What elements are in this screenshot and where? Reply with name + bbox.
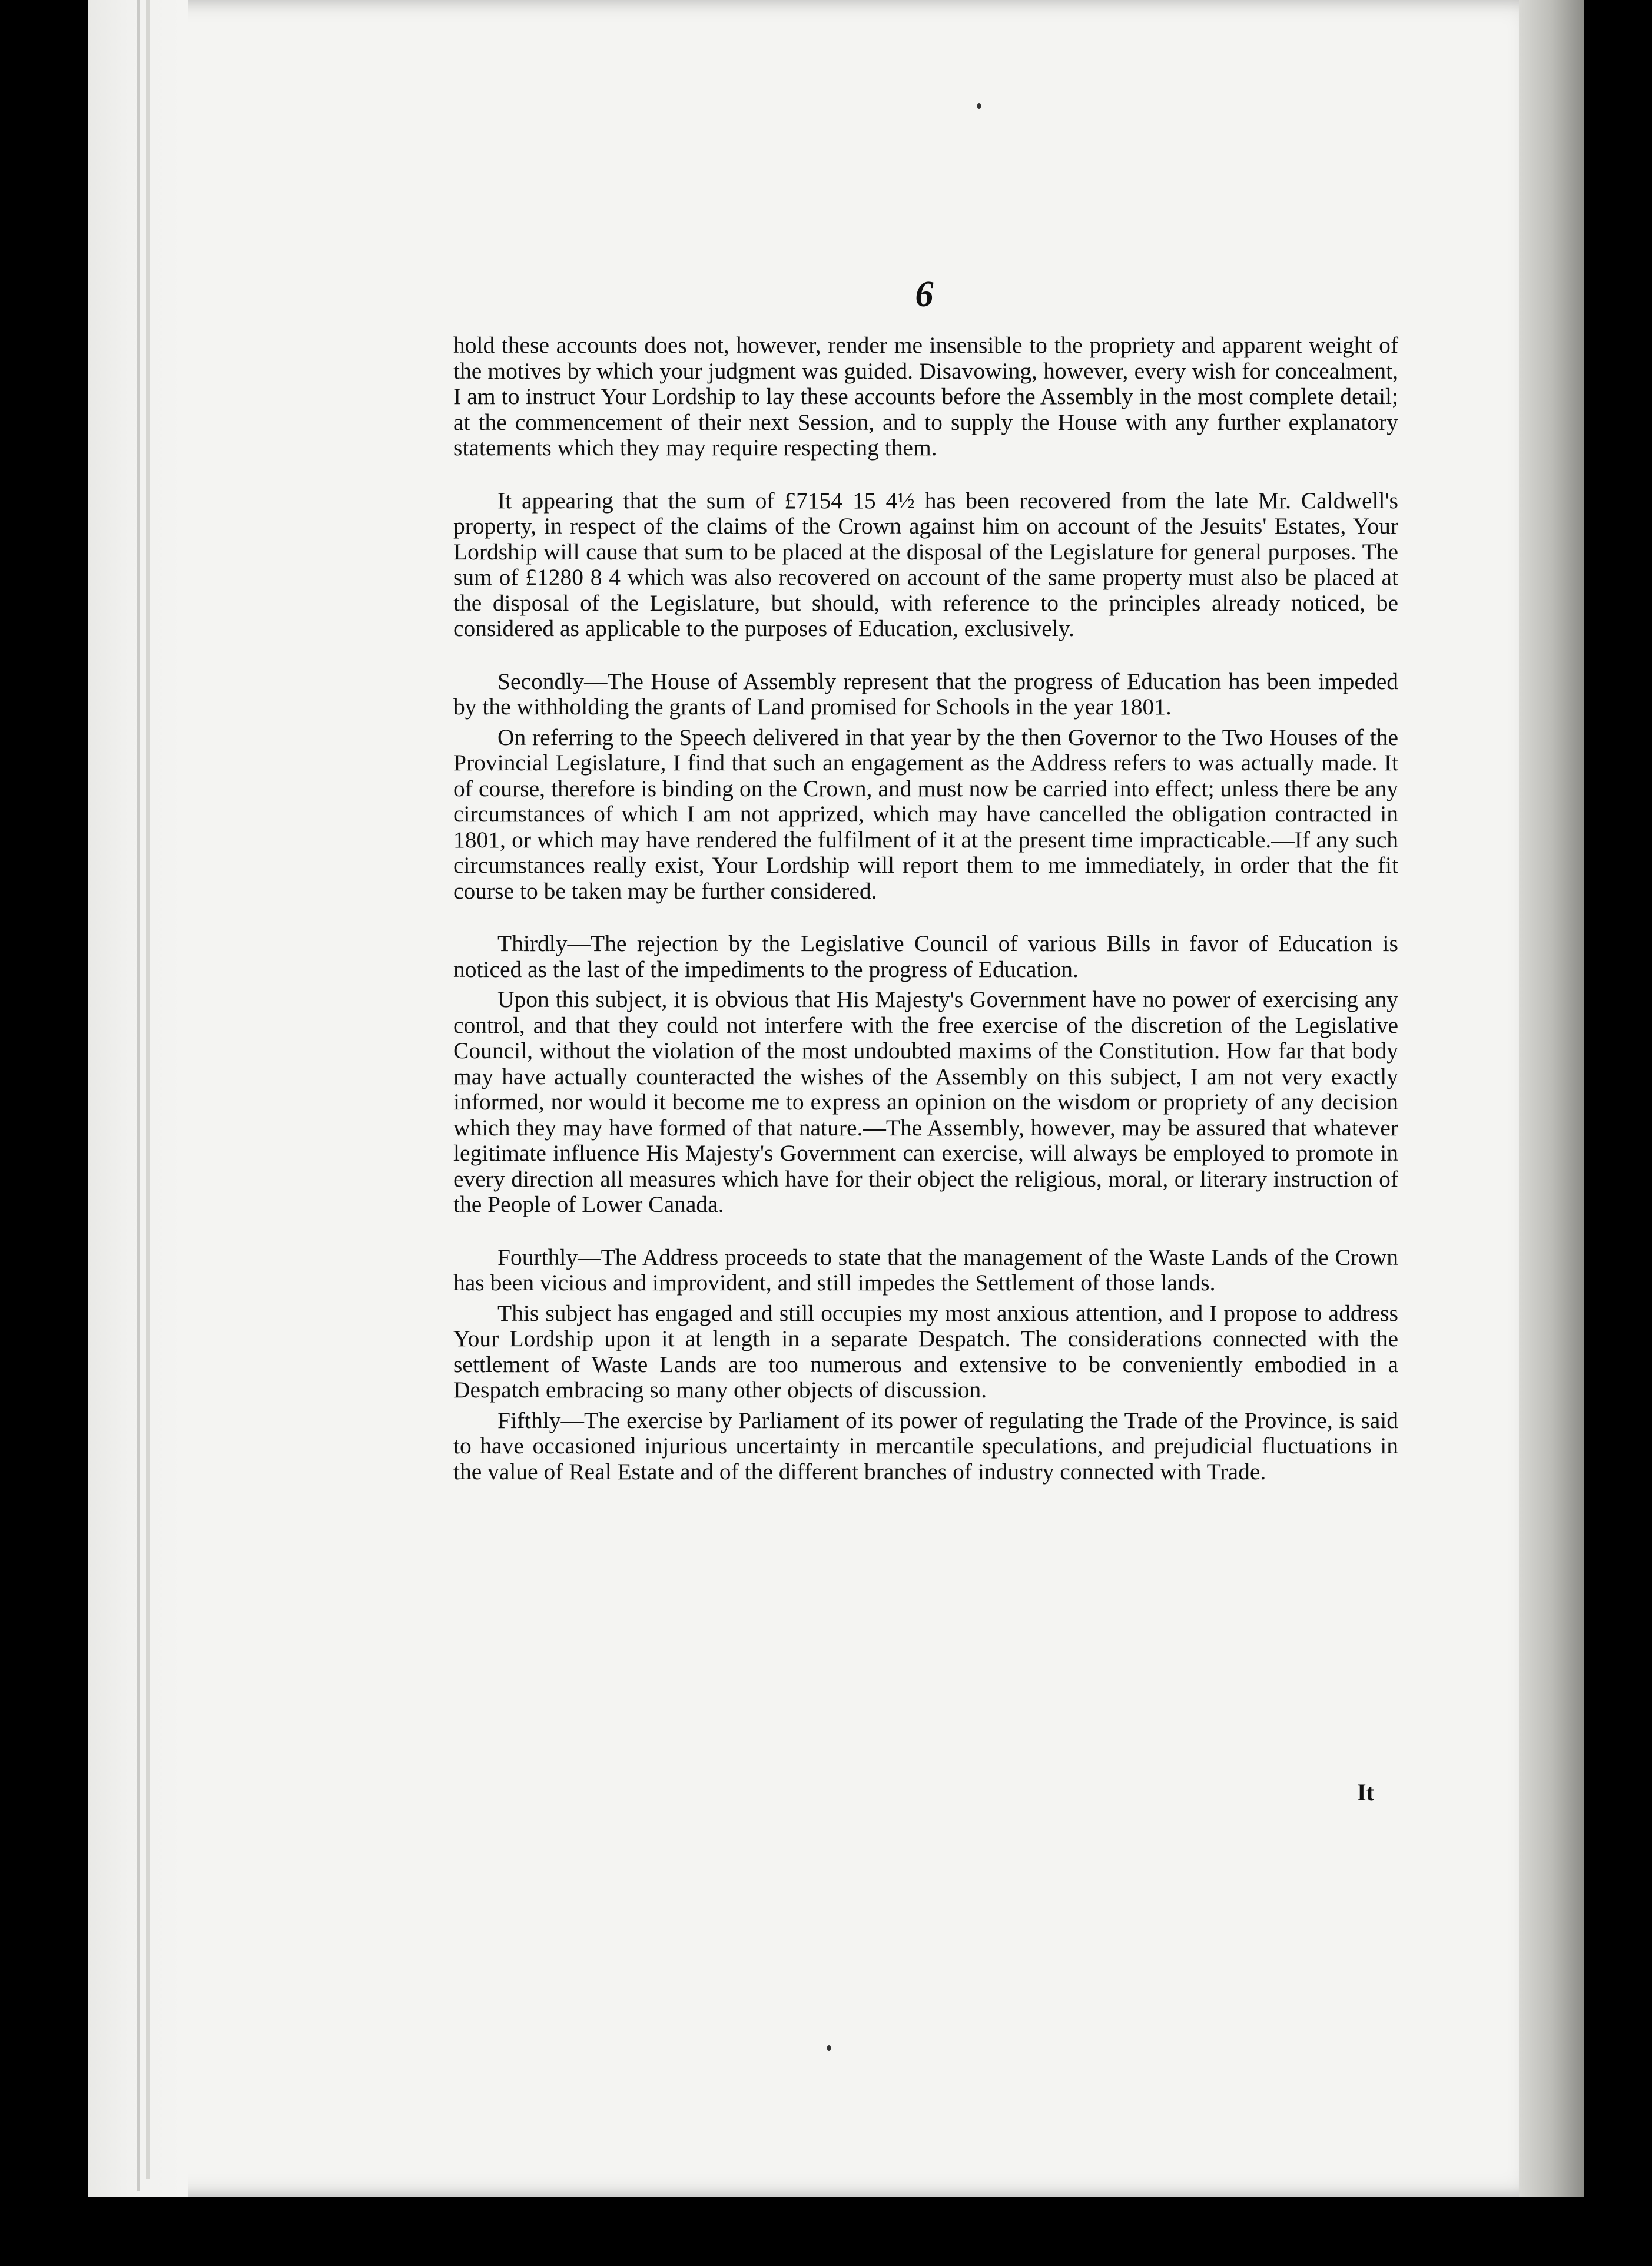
page-edge-line — [137, 0, 140, 2191]
page-number: 6 — [915, 274, 934, 314]
paragraph: Thirdly—The rejection by the Legislative Council of various Bills in favor of Education is noticed as the last of the impediments to the progress of Education. — [453, 930, 1398, 982]
page-right-edge-shadow — [1519, 0, 1584, 2197]
paragraph: Secondly—The House of Assembly represent that the progress of Education has been impeded by the withholding the grants of Land promised for Schools in the year 1801. — [453, 668, 1398, 720]
page-edge-line — [146, 0, 150, 2179]
paragraph: On referring to the Speech delivered in that year by the then Governor to the Two Houses of the Provincial Legislature, I find that such an engagement as the Address refers to was actually made. It of course, therefore is binding on the Crown, and must now be carried into effect; unless there be any circumstances of which I am not apprized, which may have cancelled the obligation contracted in 1801, or which may have rendered the fulfilment of it at the present time impracticable.—If any such circumstances really exist, Your Lordship will report them to me immediately, in order that the fit course to be taken may be further considered. — [453, 724, 1398, 904]
ink-speck — [977, 103, 981, 109]
scan-right-border — [1584, 0, 1652, 2266]
paragraph: This subject has engaged and still occupies my most anxious attention, and I propose to address Your Lordship upon it at length in a separate Despatch. The considerations connected with the settlement of Waste Lands are too numerous and extensive to be conveniently embodied in a Despatch embracing so many other objects of discussion. — [453, 1300, 1398, 1403]
paragraph: Upon this subject, it is obvious that His Majesty's Government have no power of exercising any control, and that they could not interfere with the free exercise of the discretion of the Legislative Council, without the violation of the most undoubted maxims of the Constitution. How far that body may have actually counteracted the wishes of the Assembly on this subject, I am not very exactly informed, nor would it become me to express an opinion on the wisdom or propriety of any decision which they may have formed of that nature.—The Assembly, however, may be assured that whatever legitimate influence His Majesty's Government can exercise, will always be employed to promote in every direction all measures which have for their object the religious, moral, or literary instruction of the People of Lower Canada. — [453, 986, 1398, 1217]
ink-speck — [827, 2045, 831, 2051]
paragraph: Fourthly—The Address proceeds to state that the management of the Waste Lands of the Crown has been vicious and improvident, and still impedes the Settlement of those lands. — [453, 1244, 1398, 1296]
catchword: It — [1357, 1779, 1374, 1805]
paragraph: It appearing that the sum of £7154 15 4½ has been recovered from the late Mr. Caldwell's property, in respect of the claims of the Crown against him on account of the Jesuits' Estates, Your Lordship will cause that sum to be placed at the disposal of the Legislature for general purposes. The sum of £1280 8 4 which was also recovered on account of the same property must also be placed at the disposal of the Legislature, but should, with reference to the principles already noticed, be considered as applicable to the purposes of Education, exclusively. — [453, 487, 1398, 641]
paragraph: hold these accounts does not, however, render me insensible to the propriety and apparent weight of the motives by which your judgment was guided. Disavowing, however, every wish for concealment, I am to instruct Your Lordship to lay these accounts before the Assembly in the most complete detail; at the commencement of their next Session, and to supply the House with any further explanatory statements which they may require respecting them. — [453, 332, 1398, 461]
paragraph: Fifthly—The exercise by Parliament of its power of regulating the Trade of the Province, is said to have occasioned injurious uncertainty in mercantile speculations, and prejudicial fluctuations in the value of Real Estate and of the different branches of industry connected with Trade. — [453, 1407, 1398, 1485]
document-body — [453, 333, 1398, 1485]
